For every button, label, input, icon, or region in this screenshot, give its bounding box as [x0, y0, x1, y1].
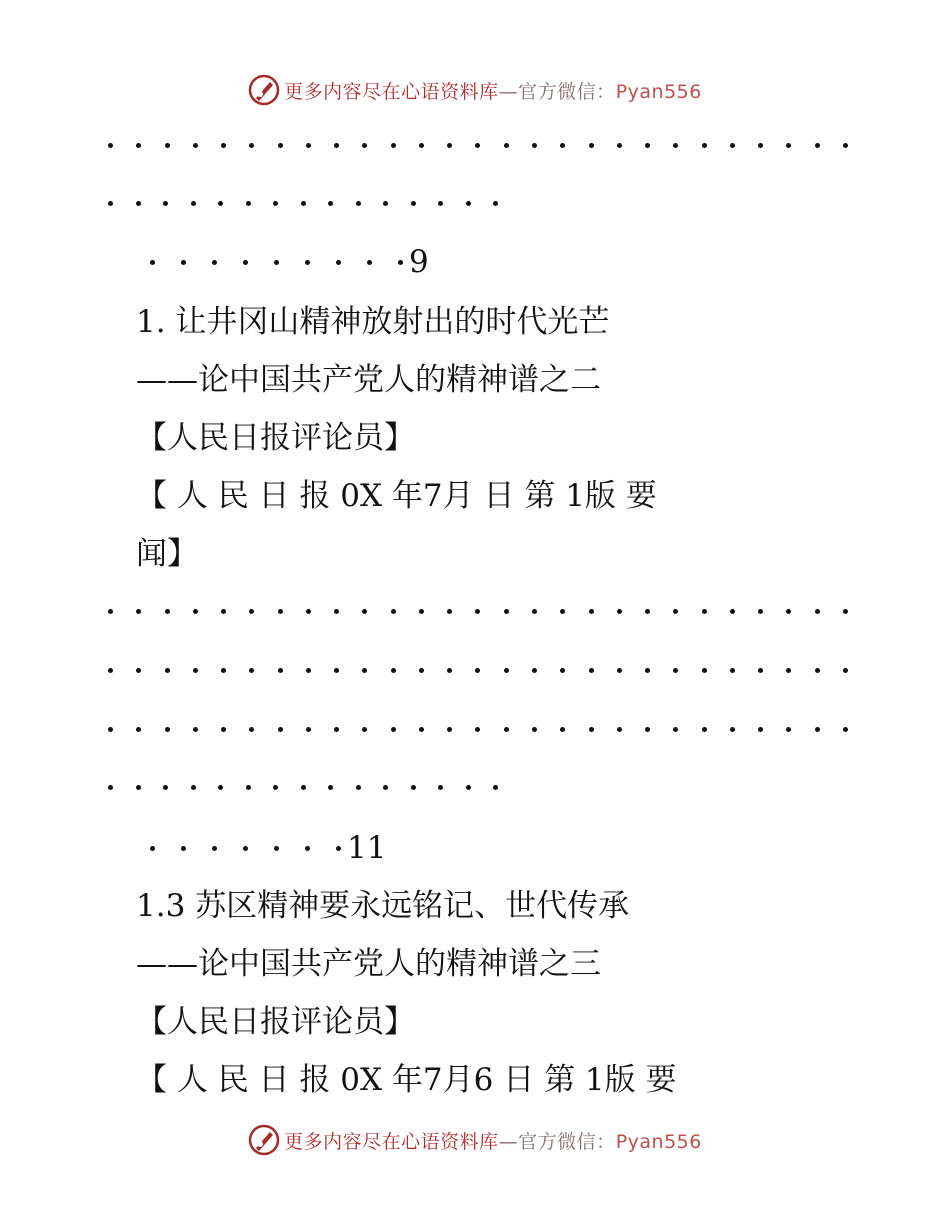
leader-dots [108, 772, 498, 802]
toc-entry-source: 【 人 民 日 报 0X 年7月6 日 第 1版 要 [136, 1062, 677, 1098]
toc-entry-title: 1. 让井冈山精神放射出的时代光芒 [136, 304, 610, 340]
toc-entry-title: 1.3 苏区精神要永远铭记、世代传承 [136, 888, 630, 924]
toc-entry-author: 【人民日报评论员】 [136, 420, 415, 456]
leader-dots [108, 655, 848, 685]
watermark-official: —官方微信： [498, 80, 616, 103]
toc-page-ref [150, 242, 429, 282]
pen-logo-icon [248, 74, 280, 106]
toc-entry-source-cont: 闻】 [136, 536, 198, 572]
watermark-id: Pyan556 [615, 1130, 702, 1153]
watermark-brand: 更多内容尽在心语资料库 [284, 80, 499, 103]
watermark-id: Pyan556 [615, 80, 702, 103]
page-number: 9 [409, 244, 429, 280]
leader-dots [108, 714, 848, 744]
watermark-official: —官方微信： [498, 1130, 616, 1153]
toc-entry-subtitle: ——论中国共产党人的精神谱之三 [136, 946, 601, 982]
header-watermark [0, 70, 950, 110]
pen-logo-icon [248, 1124, 280, 1156]
toc-entry-source: 【 人 民 日 报 0X 年7月 日 第 1版 要 [136, 478, 657, 514]
leader-dots [108, 188, 498, 218]
leader-dots [108, 130, 848, 160]
watermark-brand: 更多内容尽在心语资料库 [284, 1130, 499, 1153]
footer-watermark [0, 1120, 950, 1160]
toc-page-ref [150, 828, 386, 868]
leader-dots [108, 596, 848, 626]
toc-entry-author: 【人民日报评论员】 [136, 1004, 415, 1040]
toc-entry-subtitle: ——论中国共产党人的精神谱之二 [136, 362, 601, 398]
page-number: 11 [347, 830, 387, 866]
